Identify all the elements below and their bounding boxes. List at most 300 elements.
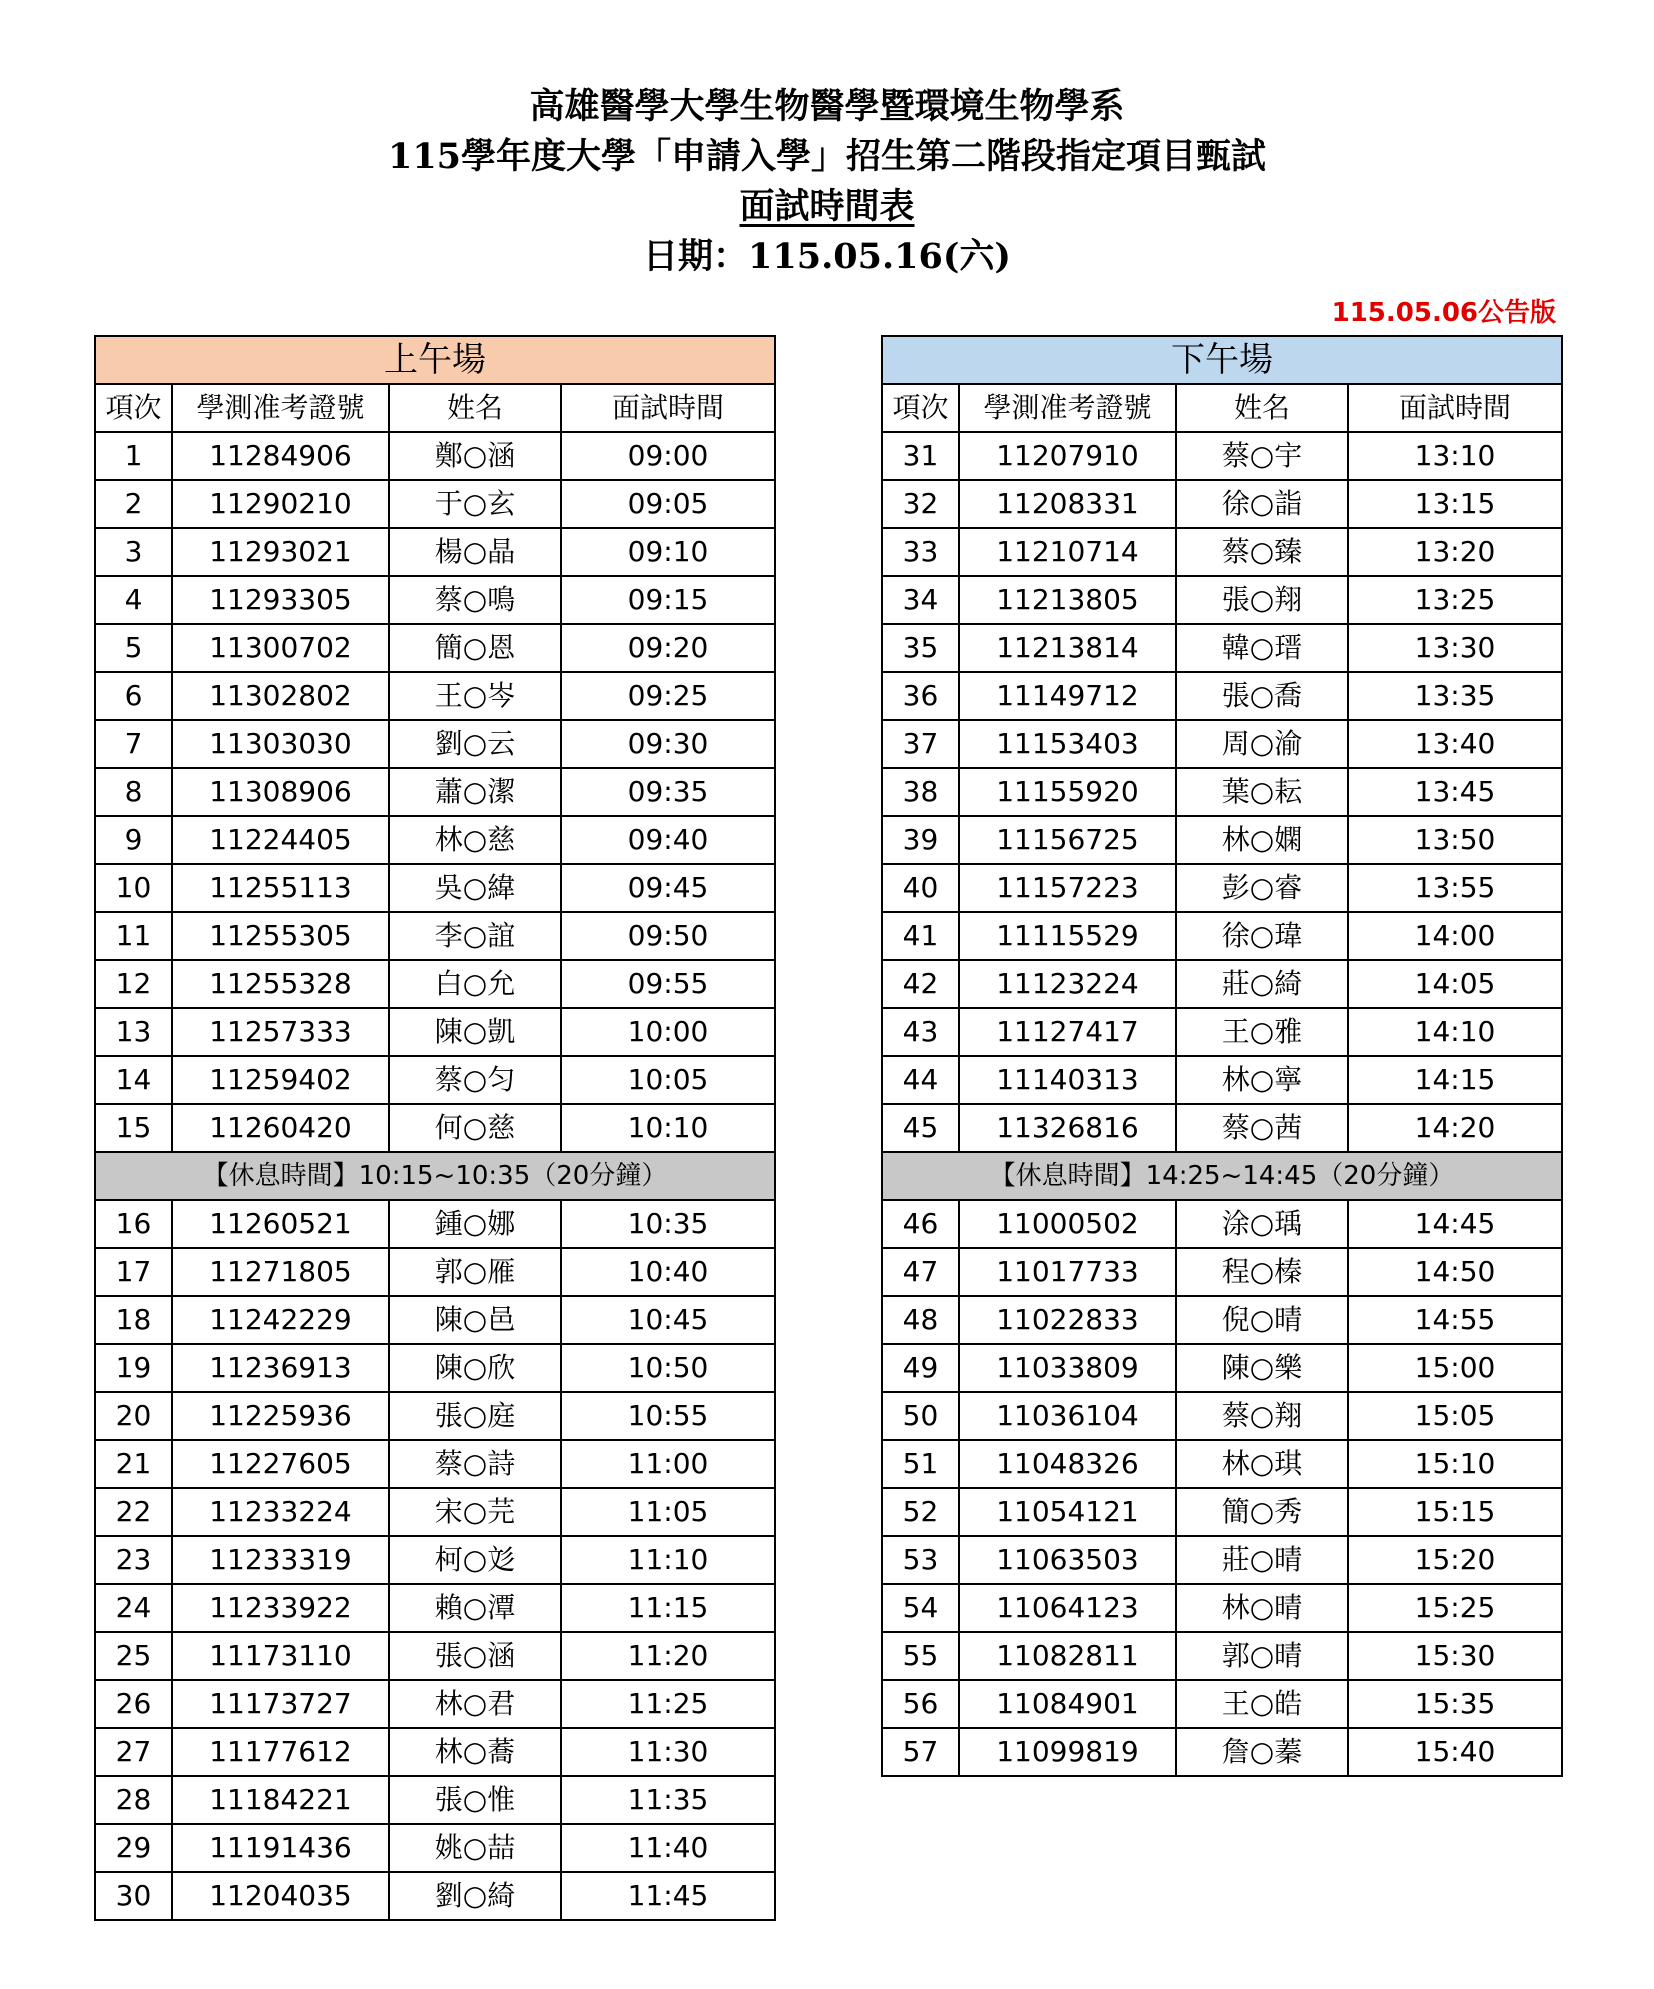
- interview-time: 09:25: [561, 672, 775, 720]
- row-index: 24: [95, 1584, 172, 1632]
- exam-number: 11149712: [959, 672, 1176, 720]
- interview-time: 11:00: [561, 1440, 775, 1488]
- student-name: 莊○綺: [1176, 960, 1348, 1008]
- row-index: 14: [95, 1056, 172, 1104]
- student-name: 徐○詣: [1176, 480, 1348, 528]
- table-row: [95, 1296, 775, 1344]
- row-index: 17: [95, 1248, 172, 1296]
- row-index: 51: [882, 1440, 959, 1488]
- exam-number: 11242229: [172, 1296, 389, 1344]
- exam-number: 11326816: [959, 1104, 1176, 1152]
- exam-title: 115學年度大學「申請入學」招生第二階段指定項目甄試: [387, 136, 1267, 177]
- row-index: 46: [882, 1200, 959, 1248]
- break-time: 【休息時間】10:15~10:35（20分鐘）: [95, 1152, 775, 1200]
- row-index: 53: [882, 1536, 959, 1584]
- exam-number: 11155920: [959, 768, 1176, 816]
- table-row: [882, 1104, 1562, 1152]
- exam-number: 11208331: [959, 480, 1176, 528]
- column-header-row: [882, 384, 1562, 432]
- interview-time: 14:05: [1348, 960, 1562, 1008]
- interview-time: 14:45: [1348, 1200, 1562, 1248]
- exam-number: 11054121: [959, 1488, 1176, 1536]
- row-index: 15: [95, 1104, 172, 1152]
- interview-time: 15:40: [1348, 1728, 1562, 1776]
- exam-number: 11260420: [172, 1104, 389, 1152]
- table-row: [882, 1632, 1562, 1680]
- interview-time: 15:25: [1348, 1584, 1562, 1632]
- student-name: 周○渝: [1176, 720, 1348, 768]
- exam-number: 11157223: [959, 864, 1176, 912]
- student-name: 陳○凱: [389, 1008, 561, 1056]
- interview-time: 10:10: [561, 1104, 775, 1152]
- interview-time: 15:00: [1348, 1344, 1562, 1392]
- exam-number: 11022833: [959, 1296, 1176, 1344]
- exam-number: 11271805: [172, 1248, 389, 1296]
- exam-number: 11224405: [172, 816, 389, 864]
- table-row: [882, 1536, 1562, 1584]
- table-row: [882, 1392, 1562, 1440]
- break-row: [882, 1152, 1562, 1200]
- student-name: 何○慈: [389, 1104, 561, 1152]
- interview-time: 13:30: [1348, 624, 1562, 672]
- interview-time: 09:50: [561, 912, 775, 960]
- table-row: [882, 576, 1562, 624]
- row-index: 11: [95, 912, 172, 960]
- exam-number: 11191436: [172, 1824, 389, 1872]
- student-name: 陳○邑: [389, 1296, 561, 1344]
- column-header: 姓名: [1176, 384, 1348, 432]
- row-index: 56: [882, 1680, 959, 1728]
- student-name: 林○寧: [1176, 1056, 1348, 1104]
- student-name: 鄭○涵: [389, 432, 561, 480]
- row-index: 4: [95, 576, 172, 624]
- interview-time: 14:20: [1348, 1104, 1562, 1152]
- table-row: [882, 1296, 1562, 1344]
- table-row: [95, 1008, 775, 1056]
- exam-number: 11227605: [172, 1440, 389, 1488]
- row-index: 39: [882, 816, 959, 864]
- exam-number: 11255328: [172, 960, 389, 1008]
- student-name: 柯○彣: [389, 1536, 561, 1584]
- interview-time: 09:15: [561, 576, 775, 624]
- exam-number: 11127417: [959, 1008, 1176, 1056]
- interview-time: 11:15: [561, 1584, 775, 1632]
- student-name: 陳○樂: [1176, 1344, 1348, 1392]
- student-name: 程○榛: [1176, 1248, 1348, 1296]
- exam-number: 11173727: [172, 1680, 389, 1728]
- exam-number: 11293021: [172, 528, 389, 576]
- interview-time: 09:20: [561, 624, 775, 672]
- exam-number: 11302802: [172, 672, 389, 720]
- interview-time: 10:40: [561, 1248, 775, 1296]
- student-name: 劉○綺: [389, 1872, 561, 1920]
- row-index: 31: [882, 432, 959, 480]
- exam-number: 11213805: [959, 576, 1176, 624]
- row-index: 44: [882, 1056, 959, 1104]
- interview-time: 11:25: [561, 1680, 775, 1728]
- table-row: [95, 528, 775, 576]
- version-note: 115.05.06公告版: [1331, 298, 1556, 328]
- exam-number: 11000502: [959, 1200, 1176, 1248]
- row-index: 5: [95, 624, 172, 672]
- document-header: [0, 82, 1654, 282]
- interview-time: 13:50: [1348, 816, 1562, 864]
- session-title-row: [882, 336, 1562, 384]
- row-index: 25: [95, 1632, 172, 1680]
- exam-number: 11257333: [172, 1008, 389, 1056]
- row-index: 28: [95, 1776, 172, 1824]
- student-name: 蔡○鳴: [389, 576, 561, 624]
- interview-time: 10:55: [561, 1392, 775, 1440]
- table-row: [882, 912, 1562, 960]
- table-row: [95, 1056, 775, 1104]
- row-index: 32: [882, 480, 959, 528]
- department-title: 高雄醫學大學生物醫學暨環境生物學系: [529, 86, 1125, 127]
- exam-number: 11123224: [959, 960, 1176, 1008]
- row-index: 52: [882, 1488, 959, 1536]
- interview-time: 11:35: [561, 1776, 775, 1824]
- row-index: 23: [95, 1536, 172, 1584]
- student-name: 張○涵: [389, 1632, 561, 1680]
- exam-number: 11300702: [172, 624, 389, 672]
- row-index: 34: [882, 576, 959, 624]
- interview-time: 10:00: [561, 1008, 775, 1056]
- row-index: 35: [882, 624, 959, 672]
- table-row: [882, 624, 1562, 672]
- interview-time: 13:10: [1348, 432, 1562, 480]
- column-header: 學測准考證號: [959, 384, 1176, 432]
- table-row: [882, 1680, 1562, 1728]
- interview-time: 13:55: [1348, 864, 1562, 912]
- row-index: 1: [95, 432, 172, 480]
- row-index: 50: [882, 1392, 959, 1440]
- interview-time: 09:40: [561, 816, 775, 864]
- row-index: 10: [95, 864, 172, 912]
- table-row: [882, 1728, 1562, 1776]
- morning-schedule-table: [94, 335, 776, 1921]
- row-index: 12: [95, 960, 172, 1008]
- student-name: 張○庭: [389, 1392, 561, 1440]
- interview-time: 09:45: [561, 864, 775, 912]
- student-name: 吳○緯: [389, 864, 561, 912]
- student-name: 林○慈: [389, 816, 561, 864]
- exam-number: 11207910: [959, 432, 1176, 480]
- column-header: 項次: [95, 384, 172, 432]
- table-row: [882, 1248, 1562, 1296]
- student-name: 姚○喆: [389, 1824, 561, 1872]
- exam-number: 11099819: [959, 1728, 1176, 1776]
- row-index: 30: [95, 1872, 172, 1920]
- table-row: [882, 1488, 1562, 1536]
- student-name: 劉○云: [389, 720, 561, 768]
- student-name: 涂○瑀: [1176, 1200, 1348, 1248]
- table-row: [882, 960, 1562, 1008]
- exam-number: 11184221: [172, 1776, 389, 1824]
- student-name: 詹○蓁: [1176, 1728, 1348, 1776]
- exam-number: 11204035: [172, 1872, 389, 1920]
- student-name: 王○皓: [1176, 1680, 1348, 1728]
- student-name: 林○晴: [1176, 1584, 1348, 1632]
- row-index: 37: [882, 720, 959, 768]
- row-index: 33: [882, 528, 959, 576]
- table-row: [882, 720, 1562, 768]
- interview-time: 10:45: [561, 1296, 775, 1344]
- interview-time: 13:40: [1348, 720, 1562, 768]
- interview-time: 09:55: [561, 960, 775, 1008]
- table-row: [882, 1008, 1562, 1056]
- table-row: [882, 672, 1562, 720]
- interview-time: 15:35: [1348, 1680, 1562, 1728]
- session-title-row: [95, 336, 775, 384]
- exam-number: 11064123: [959, 1584, 1176, 1632]
- exam-number: 11036104: [959, 1392, 1176, 1440]
- table-row: [95, 960, 775, 1008]
- interview-time: 09:10: [561, 528, 775, 576]
- exam-number: 11082811: [959, 1632, 1176, 1680]
- student-name: 林○嫻: [1176, 816, 1348, 864]
- interview-time: 10:35: [561, 1200, 775, 1248]
- student-name: 韓○瑨: [1176, 624, 1348, 672]
- table-row: [95, 816, 775, 864]
- student-name: 陳○欣: [389, 1344, 561, 1392]
- exam-number: 11255113: [172, 864, 389, 912]
- column-header-row: [95, 384, 775, 432]
- exam-number: 11213814: [959, 624, 1176, 672]
- row-index: 41: [882, 912, 959, 960]
- table-row: [95, 768, 775, 816]
- exam-date: 日期：115.05.16(六): [643, 236, 1011, 277]
- student-name: 郭○雁: [389, 1248, 561, 1296]
- student-name: 張○喬: [1176, 672, 1348, 720]
- exam-number: 11290210: [172, 480, 389, 528]
- table-row: [95, 1536, 775, 1584]
- afternoon-schedule-table: [881, 335, 1563, 1777]
- row-index: 8: [95, 768, 172, 816]
- student-name: 白○允: [389, 960, 561, 1008]
- column-header: 項次: [882, 384, 959, 432]
- interview-time: 13:20: [1348, 528, 1562, 576]
- table-row: [95, 624, 775, 672]
- student-name: 賴○潭: [389, 1584, 561, 1632]
- row-index: 20: [95, 1392, 172, 1440]
- table-row: [882, 816, 1562, 864]
- interview-time: 09:00: [561, 432, 775, 480]
- exam-number: 11233224: [172, 1488, 389, 1536]
- student-name: 葉○耘: [1176, 768, 1348, 816]
- exam-number: 11259402: [172, 1056, 389, 1104]
- exam-number: 11236913: [172, 1344, 389, 1392]
- table-row: [95, 1488, 775, 1536]
- interview-time: 15:20: [1348, 1536, 1562, 1584]
- table-row: [95, 720, 775, 768]
- student-name: 楊○晶: [389, 528, 561, 576]
- exam-number: 11177612: [172, 1728, 389, 1776]
- interview-time: 14:00: [1348, 912, 1562, 960]
- table-row: [95, 1440, 775, 1488]
- row-index: 42: [882, 960, 959, 1008]
- exam-number: 11033809: [959, 1344, 1176, 1392]
- table-row: [95, 864, 775, 912]
- row-index: 22: [95, 1488, 172, 1536]
- student-name: 鍾○娜: [389, 1200, 561, 1248]
- row-index: 57: [882, 1728, 959, 1776]
- exam-number: 11284906: [172, 432, 389, 480]
- exam-number: 11233319: [172, 1536, 389, 1584]
- table-row: [95, 432, 775, 480]
- table-row: [95, 576, 775, 624]
- interview-time: 11:05: [561, 1488, 775, 1536]
- interview-time: 11:45: [561, 1872, 775, 1920]
- table-row: [95, 672, 775, 720]
- table-row: [95, 1248, 775, 1296]
- row-index: 7: [95, 720, 172, 768]
- table-row: [882, 528, 1562, 576]
- table-row: [882, 432, 1562, 480]
- interview-time: 09:30: [561, 720, 775, 768]
- student-name: 林○琪: [1176, 1440, 1348, 1488]
- exam-number: 11225936: [172, 1392, 389, 1440]
- exam-number: 11084901: [959, 1680, 1176, 1728]
- exam-number: 11156725: [959, 816, 1176, 864]
- row-index: 55: [882, 1632, 959, 1680]
- student-name: 蔡○詩: [389, 1440, 561, 1488]
- row-index: 47: [882, 1248, 959, 1296]
- row-index: 54: [882, 1584, 959, 1632]
- student-name: 蔡○匀: [389, 1056, 561, 1104]
- interview-time: 11:30: [561, 1728, 775, 1776]
- interview-time: 15:30: [1348, 1632, 1562, 1680]
- table-row: [95, 1200, 775, 1248]
- table-row: [95, 1392, 775, 1440]
- interview-time: 14:50: [1348, 1248, 1562, 1296]
- row-index: 2: [95, 480, 172, 528]
- table-row: [882, 1200, 1562, 1248]
- exam-number: 11255305: [172, 912, 389, 960]
- student-name: 莊○晴: [1176, 1536, 1348, 1584]
- row-index: 29: [95, 1824, 172, 1872]
- interview-time: 13:15: [1348, 480, 1562, 528]
- exam-number: 11233922: [172, 1584, 389, 1632]
- interview-time: 09:35: [561, 768, 775, 816]
- row-index: 6: [95, 672, 172, 720]
- student-name: 王○岑: [389, 672, 561, 720]
- table-row: [95, 1344, 775, 1392]
- student-name: 蕭○潔: [389, 768, 561, 816]
- break-row: [95, 1152, 775, 1200]
- schedule-title-text: 面試時間表: [739, 186, 915, 227]
- exam-number: 11210714: [959, 528, 1176, 576]
- table-row: [95, 1680, 775, 1728]
- exam-number: 11063503: [959, 1536, 1176, 1584]
- exam-number: 11140313: [959, 1056, 1176, 1104]
- student-name: 倪○晴: [1176, 1296, 1348, 1344]
- schedule-title: [0, 182, 1654, 232]
- table-row: [882, 864, 1562, 912]
- student-name: 簡○秀: [1176, 1488, 1348, 1536]
- row-index: 38: [882, 768, 959, 816]
- exam-number: 11173110: [172, 1632, 389, 1680]
- row-index: 13: [95, 1008, 172, 1056]
- table-row: [95, 1824, 775, 1872]
- table-row: [95, 1872, 775, 1920]
- column-header: 面試時間: [561, 384, 775, 432]
- table-row: [95, 1104, 775, 1152]
- exam-number: 11048326: [959, 1440, 1176, 1488]
- student-name: 蔡○茜: [1176, 1104, 1348, 1152]
- exam-number: 11308906: [172, 768, 389, 816]
- row-index: 9: [95, 816, 172, 864]
- row-index: 43: [882, 1008, 959, 1056]
- exam-number: 11153403: [959, 720, 1176, 768]
- column-header: 姓名: [389, 384, 561, 432]
- table-row: [95, 1584, 775, 1632]
- interview-time: 11:10: [561, 1536, 775, 1584]
- exam-number: 11017733: [959, 1248, 1176, 1296]
- table-row: [882, 1440, 1562, 1488]
- row-index: 49: [882, 1344, 959, 1392]
- session-title: 上午場: [95, 336, 775, 384]
- interview-time: 13:45: [1348, 768, 1562, 816]
- student-name: 林○蕎: [389, 1728, 561, 1776]
- break-time: 【休息時間】14:25~14:45（20分鐘）: [882, 1152, 1562, 1200]
- row-index: 36: [882, 672, 959, 720]
- exam-number: 11260521: [172, 1200, 389, 1248]
- interview-time: 11:20: [561, 1632, 775, 1680]
- interview-time: 13:35: [1348, 672, 1562, 720]
- exam-number: 11303030: [172, 720, 389, 768]
- interview-time: 09:05: [561, 480, 775, 528]
- student-name: 于○玄: [389, 480, 561, 528]
- interview-time: 14:55: [1348, 1296, 1562, 1344]
- student-name: 張○翔: [1176, 576, 1348, 624]
- student-name: 蔡○翔: [1176, 1392, 1348, 1440]
- row-index: 16: [95, 1200, 172, 1248]
- row-index: 27: [95, 1728, 172, 1776]
- student-name: 宋○芫: [389, 1488, 561, 1536]
- table-row: [95, 1632, 775, 1680]
- interview-time: 15:10: [1348, 1440, 1562, 1488]
- interview-time: 14:10: [1348, 1008, 1562, 1056]
- table-row: [95, 912, 775, 960]
- interview-time: 10:50: [561, 1344, 775, 1392]
- table-row: [882, 1344, 1562, 1392]
- student-name: 張○惟: [389, 1776, 561, 1824]
- session-title: 下午場: [882, 336, 1562, 384]
- row-index: 48: [882, 1296, 959, 1344]
- table-row: [882, 1056, 1562, 1104]
- row-index: 26: [95, 1680, 172, 1728]
- table-row: [882, 768, 1562, 816]
- row-index: 18: [95, 1296, 172, 1344]
- row-index: 40: [882, 864, 959, 912]
- column-header: 面試時間: [1348, 384, 1562, 432]
- student-name: 徐○瑋: [1176, 912, 1348, 960]
- table-row: [95, 480, 775, 528]
- interview-time: 13:25: [1348, 576, 1562, 624]
- student-name: 蔡○臻: [1176, 528, 1348, 576]
- table-row: [95, 1776, 775, 1824]
- student-name: 王○雅: [1176, 1008, 1348, 1056]
- interview-time: 15:15: [1348, 1488, 1562, 1536]
- student-name: 簡○恩: [389, 624, 561, 672]
- table-row: [882, 1584, 1562, 1632]
- student-name: 彭○睿: [1176, 864, 1348, 912]
- student-name: 林○君: [389, 1680, 561, 1728]
- interview-time: 15:05: [1348, 1392, 1562, 1440]
- student-name: 郭○晴: [1176, 1632, 1348, 1680]
- column-header: 學測准考證號: [172, 384, 389, 432]
- row-index: 3: [95, 528, 172, 576]
